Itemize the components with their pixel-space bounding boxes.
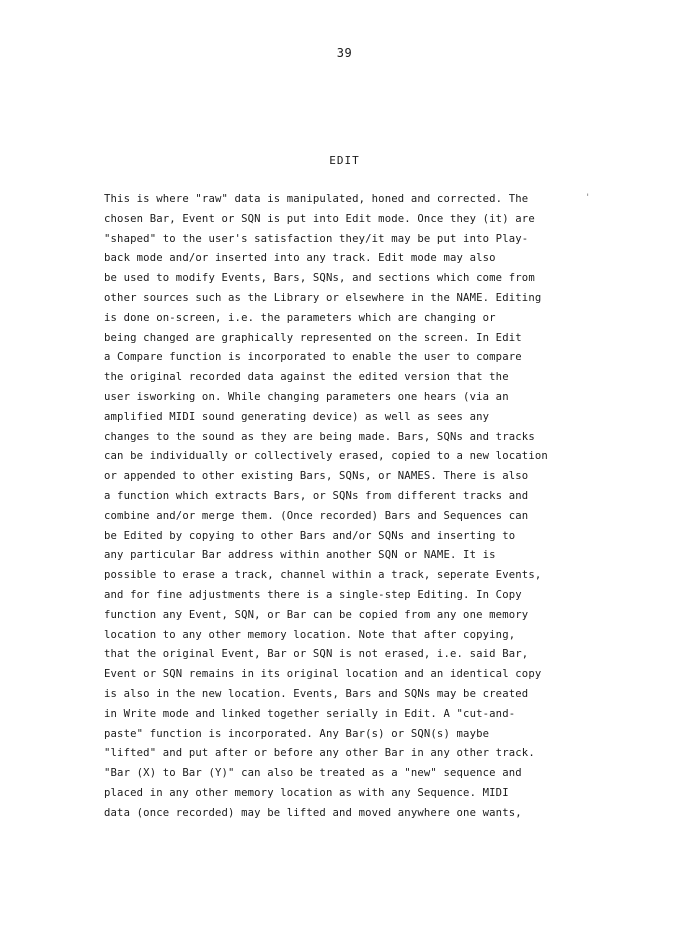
body-paragraph	[104, 190, 584, 824]
text-line: This is where "raw" data is manipulated, honed and corrected. The	[104, 193, 529, 205]
text-line: "lifted" and put after or before any other Bar in any other track.	[104, 747, 535, 760]
page-number: 39	[336, 46, 353, 60]
text-line: is done on-screen, i.e. the parameters which are changing or	[104, 311, 496, 324]
text-line: can be individually or collectively erased, copied to a new location	[104, 450, 548, 463]
text-line: Event or SQN remains in its original location and an identical copy	[104, 668, 542, 681]
text-line: in Write mode and linked together serially in Edit. A "cut-and-	[104, 707, 516, 720]
text-line: chosen Bar, Event or SQN is put into Edit mode. Once they (it) are	[104, 212, 535, 225]
text-line: or appended to other existing Bars, SQNs, or NAMES. There is also	[104, 470, 529, 483]
text-line: back mode and/or inserted into any track. Edit mode may also	[104, 252, 496, 265]
text-line: and for fine adjustments there is a single-step Editing. In Copy	[104, 588, 522, 601]
text-line: location to any other memory location. Note that after copying,	[104, 628, 516, 641]
text-line: "shaped" to the user's satisfaction they/it may be put into Play-	[104, 232, 529, 245]
text-line: the original recorded data against the edited version that the	[104, 371, 509, 384]
text-line: any particular Bar address within another SQN or NAME. It is	[104, 549, 496, 562]
text-line: amplified MIDI sound generating device) as well as sees any	[104, 410, 490, 423]
text-line: "Bar (X) to Bar (Y)" can also be treated as a "new" sequence and	[104, 767, 522, 780]
text-line: being changed are graphically represented on the screen. In Edit	[104, 331, 522, 344]
text-line: possible to erase a track, channel within a track, seperate Events,	[104, 569, 542, 582]
text-line: be Edited by copying to other Bars and/or SQNs and inserting to	[104, 529, 516, 542]
margin-mark: '	[585, 193, 591, 203]
text-line: be used to modify Events, Bars, SQNs, and sections which come from	[104, 272, 535, 285]
text-line: placed in any other memory location as with any Sequence. MIDI	[104, 786, 509, 799]
text-line: is also in the new location. Events, Bars and SQNs may be created	[104, 687, 529, 700]
text-line: a function which extracts Bars, or SQNs from different tracks and	[104, 489, 529, 502]
text-line: changes to the sound as they are being made. Bars, SQNs and tracks	[104, 430, 535, 443]
text-line: paste" function is incorporated. Any Bar(s) or SQN(s) maybe	[104, 727, 490, 740]
text-line: other sources such as the Library or elsewhere in the NAME. Editing	[104, 291, 542, 304]
text-line: function any Event, SQN, or Bar can be copied from any one memory	[104, 608, 529, 621]
section-title: EDIT	[329, 154, 360, 167]
text-line: combine and/or merge them. (Once recorded) Bars and Sequences can	[104, 509, 529, 522]
text-line: a Compare function is incorporated to enable the user to compare	[104, 351, 522, 364]
text-line: data (once recorded) may be lifted and moved anywhere one wants,	[104, 806, 522, 819]
text-line: that the original Event, Bar or SQN is not erased, i.e. said Bar,	[104, 648, 529, 661]
text-line: user isworking on. While changing parameters one hears (via an	[104, 390, 509, 403]
